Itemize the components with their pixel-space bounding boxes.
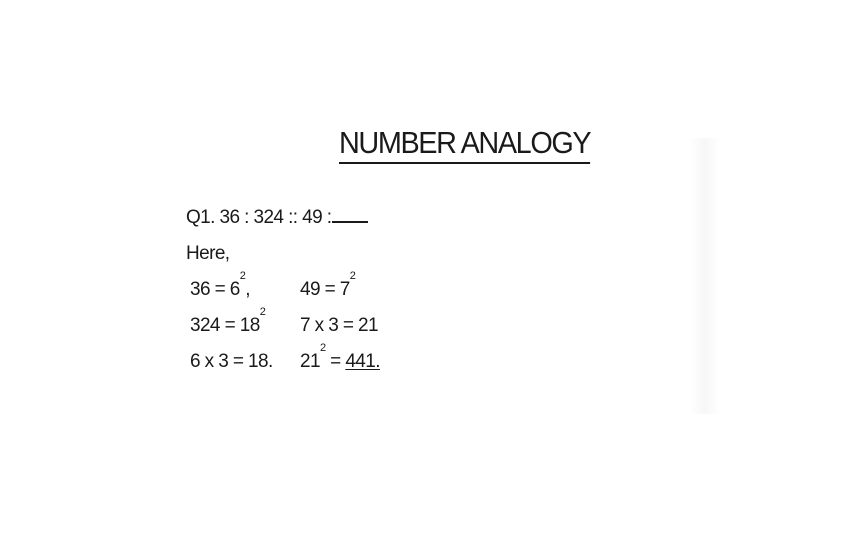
right-row-1 [300, 270, 356, 301]
page-title: NUMBER ANALOGY [339, 124, 590, 164]
left-row-2-exp: 2 [259, 306, 266, 318]
right-row-3-exp: 2 [319, 342, 326, 354]
right-row-1-exp: 2 [349, 270, 356, 282]
left-row-1-exp: 2 [239, 270, 246, 282]
question-text: 36 : 324 :: 49 : [219, 207, 332, 228]
final-answer: 441. [345, 351, 380, 372]
right-row-3-eq: = [325, 351, 346, 372]
faint-side-panel [690, 138, 720, 414]
right-row-2: 7 x 3 = 21 [300, 315, 378, 336]
right-row-3 [300, 342, 380, 373]
left-row-1 [190, 270, 250, 301]
answer-blank [332, 219, 368, 223]
intro-text: Here, [186, 243, 230, 264]
left-row-2-base: 324 = 18 [190, 315, 260, 336]
left-row-1-tail: , [245, 279, 250, 300]
left-row-3: 6 x 3 = 18. [190, 351, 273, 372]
right-row-3-base: 21 [300, 351, 320, 372]
left-row-2 [190, 306, 266, 337]
question-label: Q1. [186, 207, 215, 228]
question-line [186, 207, 368, 229]
left-row-1-base: 36 = 6 [190, 279, 240, 300]
right-row-1-base: 49 = 7 [300, 279, 350, 300]
